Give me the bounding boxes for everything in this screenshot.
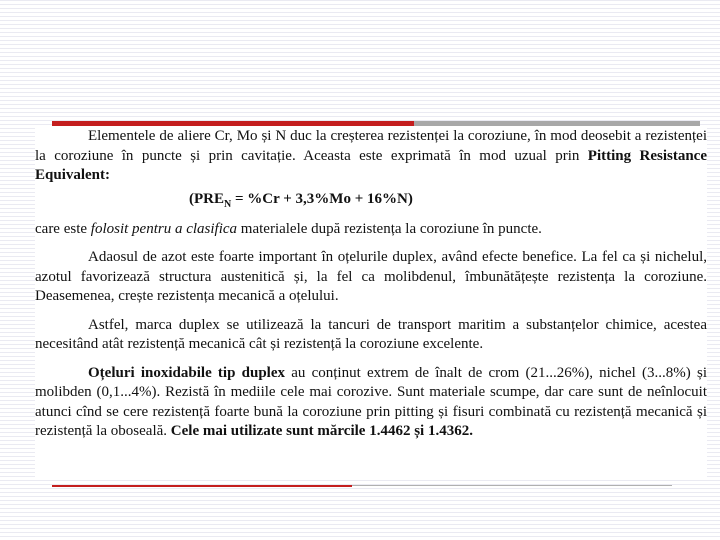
document-text-block [35,127,707,480]
spacer [35,355,707,364]
formula-open: (PRE [189,190,224,207]
pitting-term: Pitting Resistance Equivalent: [35,147,707,183]
bottom-divider-gray [352,485,672,486]
paragraph-duplex-steels [35,364,707,442]
spacer [35,239,707,248]
paragraph-classification [35,220,707,240]
paragraph-text: au conținut extrem de înalt de crom (21...26%), nichel (3...8%) și molibden (0,1...4%). Rezistă în mediile cele mai corozive. Sunt materiale scumpe, dar care sunt de neînlocuit atunci cînd se cere rezistență foarte bună la coroziune prin pitting și fisuri combinată cu rezistență mecanică și rezistență la oboseală. [35,364,707,439]
paragraph-duplex-usage: Astfel, marca duplex se utilizează la tancuri de transport maritim a substanțelor chimice, acestea necesitând atât rezistență mecanică cât și rezistență la coroziune excelente. [35,316,707,352]
spacer [35,307,707,316]
pre-formula [35,188,707,216]
top-divider-red [52,121,414,126]
formula-subscript: N [224,198,232,210]
most-used-grades: Cele mai utilizate sunt mărcile 1.4462 și 1.4362. [170,423,473,439]
formula-rest: = %Cr + 3,3%Mo + 16%N) [231,190,413,207]
paragraph-corrosion-resistance [35,127,707,186]
paragraph-text: materialele după rezistența la coroziune în puncte. [237,220,542,237]
paragraph-nitrogen: Adaosul de azot este foarte important în oțelurile duplex, având efecte benefice. La fel ca și nichelul, azotul favorizează structura austenitică și, la fel ca molibdenul, îmbunătățește rezistența la coroziune. Deasemenea, crește rezistența mecanică a oțelului. [35,249,707,304]
paragraph-text: care este [35,220,91,237]
italic-phrase: folosit pentru a clasifica [90,220,238,237]
duplex-heading-term: Oțeluri inoxidabile tip duplex [88,364,286,381]
paragraph-text: Elementele de aliere Cr, Mo și N duc la creșterea rezistenței la coroziune, în mod deosebit a rezistenței la coroziune în puncte și prin cavitație. Aceasta este exprimată în mod uzual prin [35,128,707,164]
bottom-divider-red [52,485,352,487]
